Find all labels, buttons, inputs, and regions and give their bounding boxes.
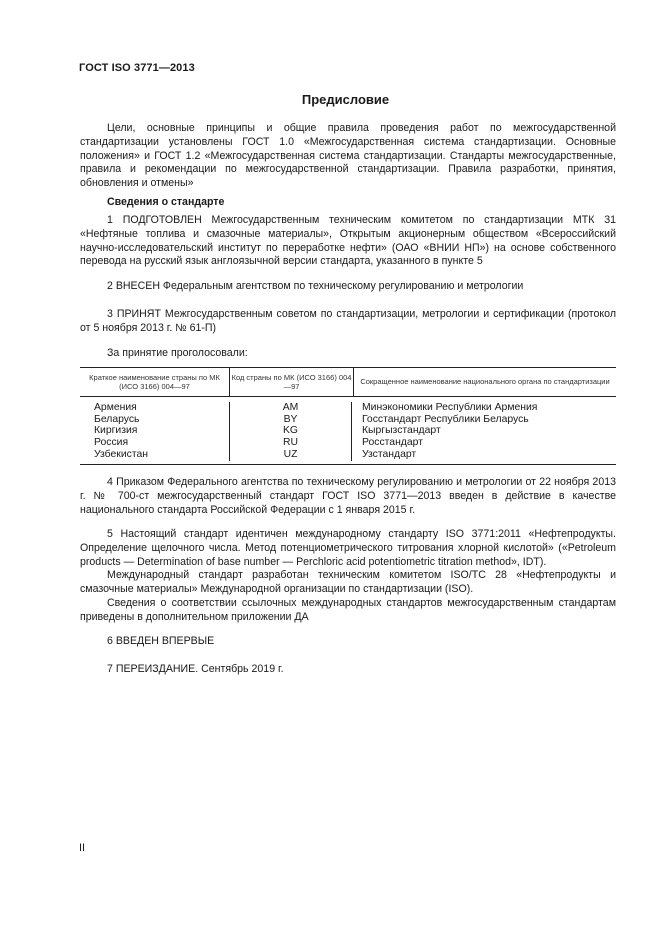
table-body xyxy=(80,397,616,464)
item-6-paragraph: 6 ВВЕДЕН ВПЕРВЫЕ xyxy=(107,635,215,647)
item-1-paragraph: 1 ПОДГОТОВЛЕН Межгосударственным техническим комитетом по стандартизации МТК 31 «Нефтяные топлива и смазочные материалы», Открытым акционерным обществом «Всероссийский научно-исследовательский институт по переработке нефти» (ОАО «ВНИИ НП») на основе собственного перевода на русский язык англоязычной версии стандарта, указанного в пункте 5 xyxy=(80,214,616,268)
voted-label: За принятие проголосовали: xyxy=(107,347,248,359)
table-cell: Госстандарт Республики Беларусь xyxy=(362,413,529,425)
table-header-cell: Краткое наименование страны по МК (ИСО 3166) 004—97 xyxy=(89,372,220,391)
item-5-paragraph: 5 Настоящий стандарт идентичен международному стандарту ISO 3771:2011 «Нефтепродукты. Определение щелочного числа. Метод потенциометрического титрования хлорной кислотой» («Petroleum products — Determination of base number — Perchloric acid potentiometric titration method», IDT). xyxy=(80,528,616,568)
country-code-column xyxy=(229,402,352,461)
table-header xyxy=(80,368,616,397)
table-header-cell: Сокращенное наименование национального органа по стандартизации xyxy=(360,377,610,387)
item-7-paragraph: 7 ПЕРЕИЗДАНИЕ. Сентябрь 2019 г. xyxy=(107,663,284,675)
table-cell: Узбекистан xyxy=(94,448,148,460)
item-4-paragraph: 4 Приказом Федерального агентства по техническому регулированию и метрологии от 22 ноября 2013 г. № 700-ст межгосударственный стандарт ГОСТ ISO 3771—2013 введен в действие в качестве национального стандарта Российской Федерации с 1 января 2015 г. xyxy=(80,476,616,516)
table-cell: RU xyxy=(282,437,298,449)
table-cell: Росстандарт xyxy=(362,437,423,449)
table-header-cell: Код страны по МК (ИСО 3166) 004—97 xyxy=(229,368,354,396)
table-cell: BY xyxy=(283,413,298,425)
table-cell: KG xyxy=(282,425,298,437)
table-cell: UZ xyxy=(283,448,298,460)
document-header: ГОСТ ISO 3771—2013 xyxy=(79,62,195,74)
table-cell: Минэкономики Республики Армения xyxy=(362,402,538,413)
country-name-column xyxy=(80,402,229,461)
countries-table xyxy=(80,367,616,465)
page-title: Предисловие xyxy=(301,92,390,107)
table-cell: Армения xyxy=(94,402,137,413)
item-2-paragraph: 2 ВНЕСЕН Федеральным агентством по техническому регулированию и метрологии xyxy=(107,280,524,292)
table-cell: Беларусь xyxy=(94,413,140,425)
page-number: II xyxy=(79,842,86,854)
intro-paragraph: Цели, основные принципы и общие правила проведения работ по межгосударственной стандартизации установлены ГОСТ 1.0 «Межгосударственная система стандартизации. Основные положения» и ГОСТ 1.2 «Межгосударственная система стандартизации. Стандарты межгосударственные, правила и рекомендации по межгосударственной стандартизации. Правила разработки, принятия, обновления и отмены» xyxy=(80,122,616,190)
standards-body-column xyxy=(352,402,616,461)
table-cell: AM xyxy=(282,402,299,413)
item-5-committee-paragraph: Международный стандарт разработан техническим комитетом ISO/TC 28 «Нефтепродукты и смазочные материалы» Международной организации по стандартизации (ISO). xyxy=(80,569,616,595)
table-cell: Кыргызстандарт xyxy=(362,425,441,437)
item-3-paragraph: 3 ПРИНЯТ Межгосударственным советом по стандартизации, метрологии и сертификации (протокол от 5 ноября 2013 г. № 61-П) xyxy=(80,308,616,334)
table-cell: Узстандарт xyxy=(362,448,417,460)
table-cell: Россия xyxy=(94,437,129,449)
table-cell: Киргизия xyxy=(94,425,138,437)
section-heading: Сведения о стандарте xyxy=(107,196,225,208)
item-5-references-paragraph: Сведения о соответствии ссылочных международных стандартов межгосударственным стандартам приведены в дополнительном приложении ДА xyxy=(80,597,616,623)
